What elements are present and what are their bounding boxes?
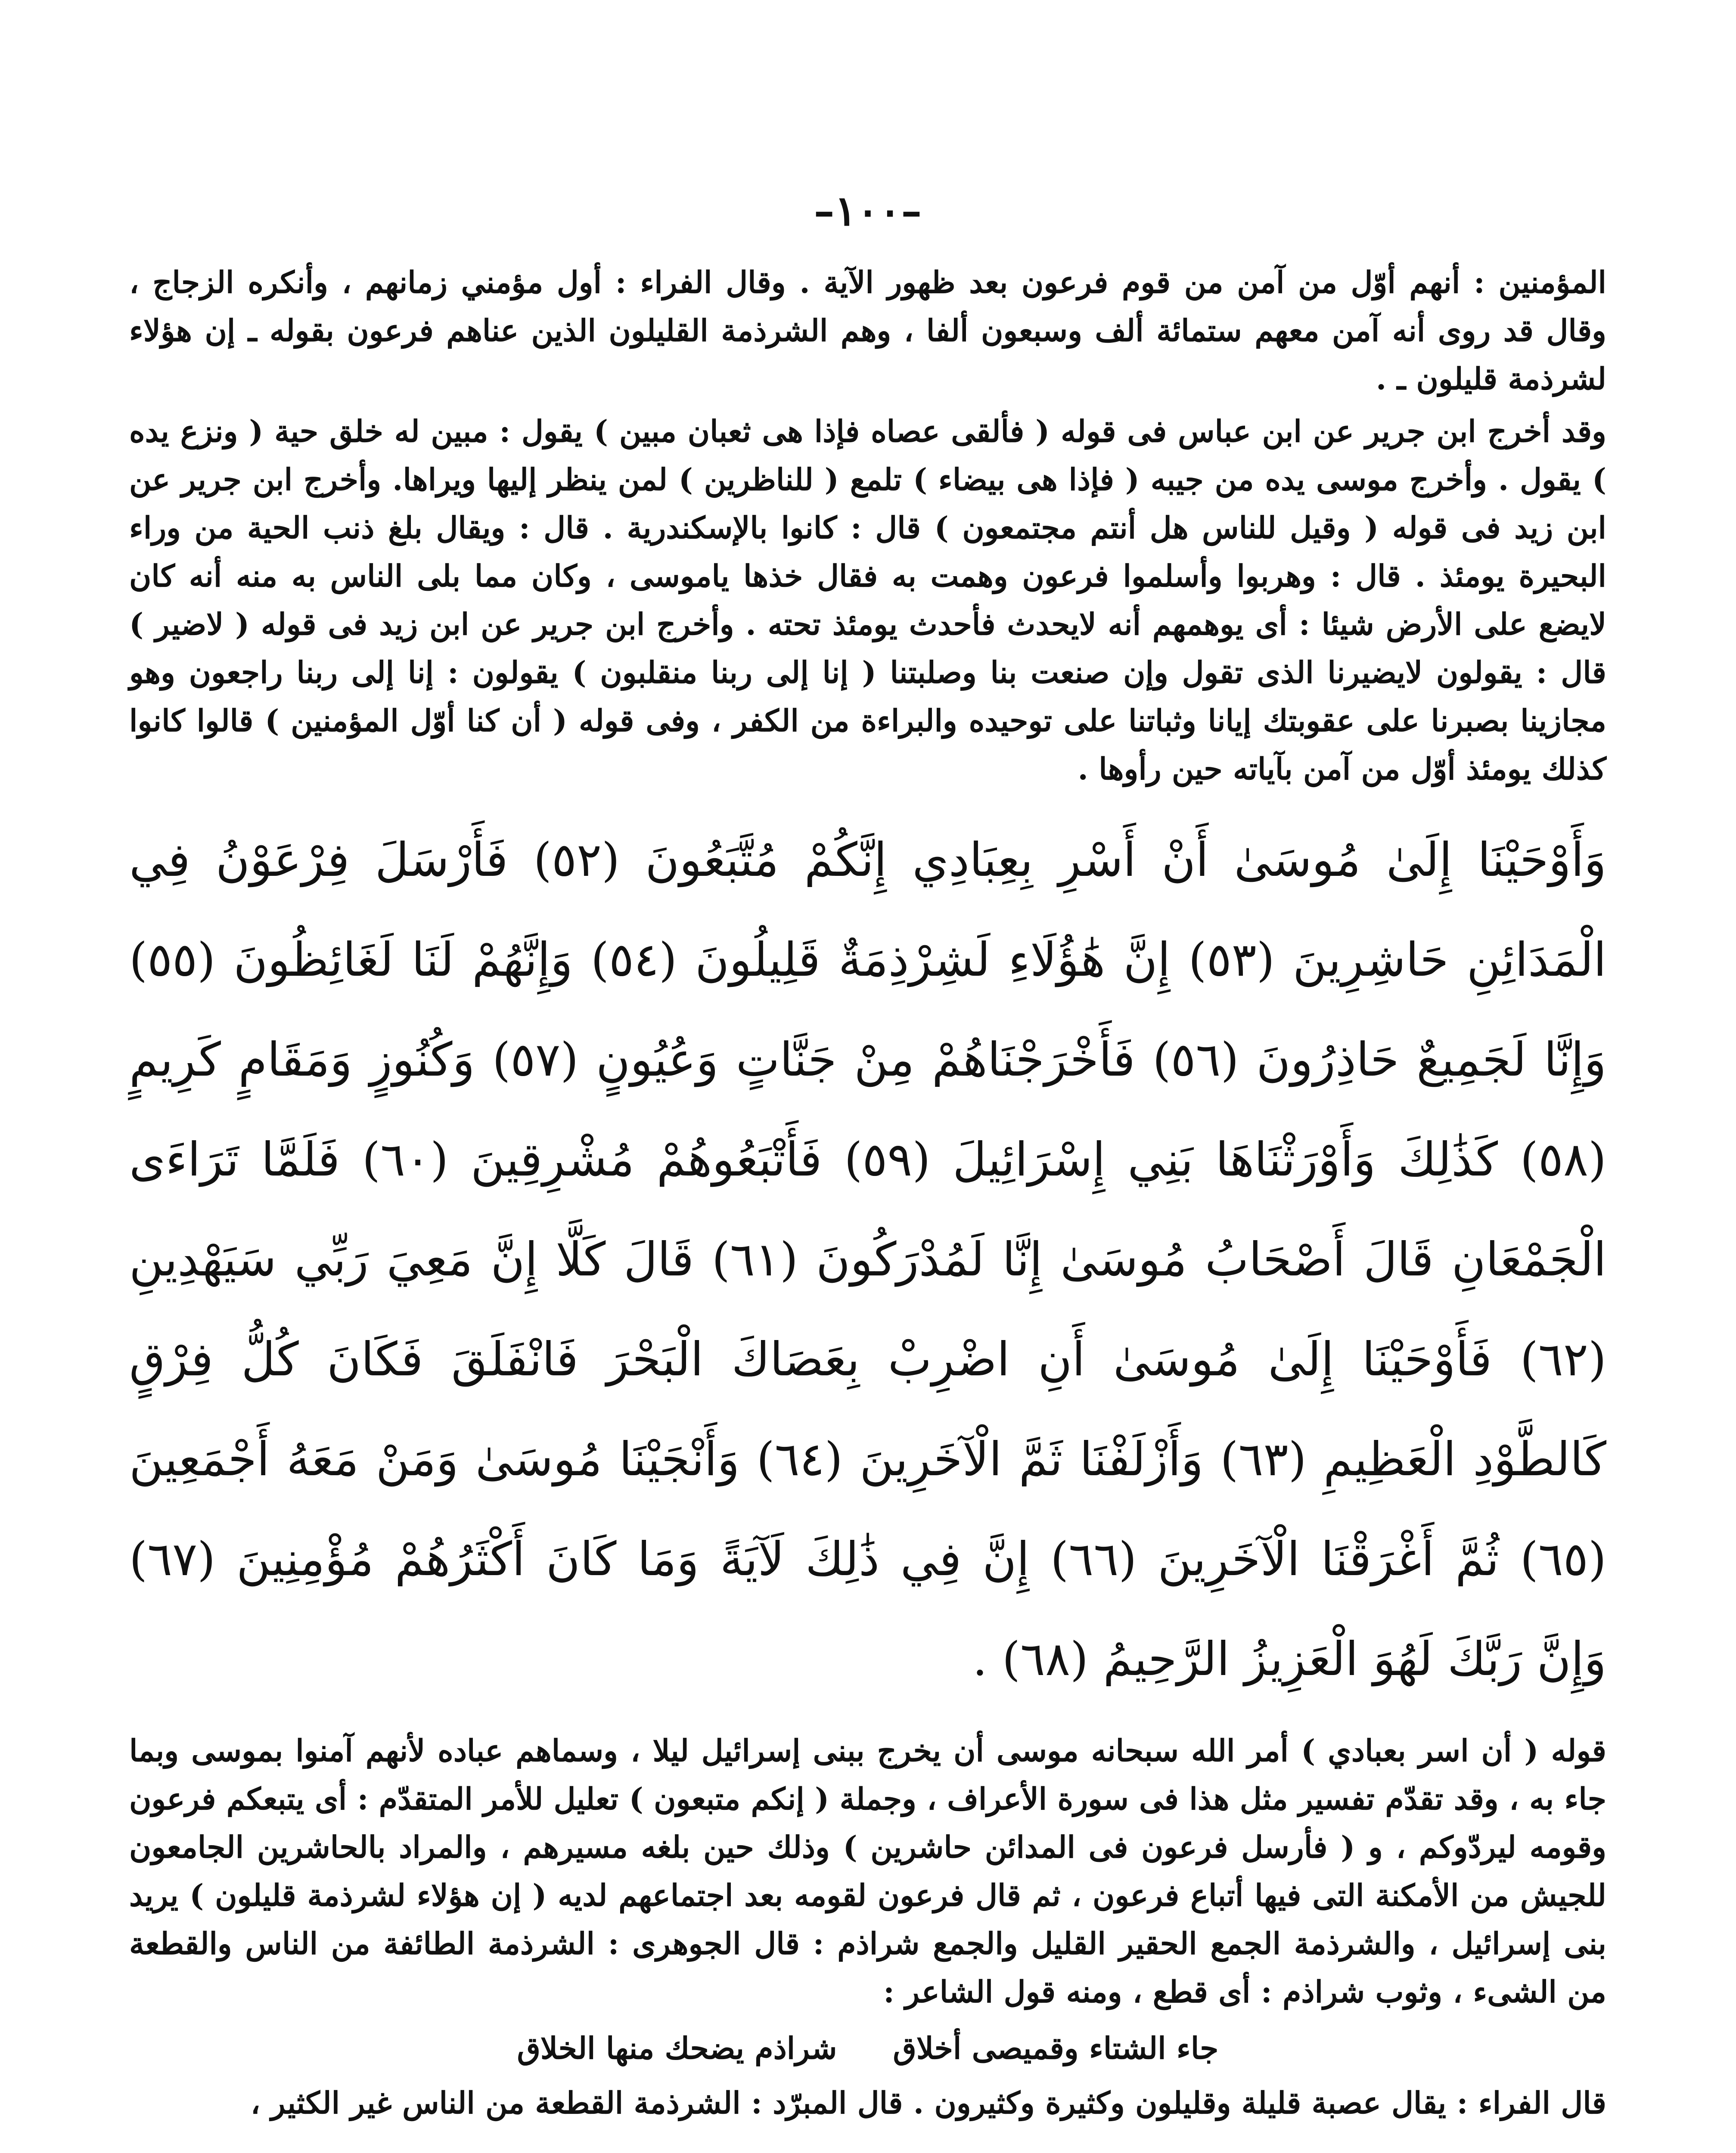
page-number: –١٠٠– (814, 186, 922, 235)
commentary-paragraph: قوله ( أن اسر بعبادي ) أمر الله سبحانه موسى أن يخرج ببنى إسرائيل ليلا ، وسماهم عباده لأنهم آمنوا بموسى وبما جاء به ، وقد تقدّم تفسير مثل هذا فى سورة الأعراف ، وجملة ( إنكم متبعون ) تعليل للأمر المتقدّم : أى يتبعكم فرعون وقومه ليردّوكم ، و ( فأرسل فرعون فى المدائن حاشرين ) وذلك حين بلغه مسيرهم ، والمراد بالحاشرين الجامعون للجيش من الأمكنة التى فيها أتباع فرعون ، ثم قال فرعون لقومه بعد اجتماعهم لديه ( إن هؤلاء لشرذمة قليلون ) يريد بنى إسرائيل ، والشرذمة الجمع الحقير القليل والجمع شراذم : قال الجوهرى : الشرذمة الطائفة من الناس والقطعة من الشىء ، وثوب شراذم : أى قطع ، ومنه قول الشاعر : (129, 1733, 1606, 2010)
commentary-paragraph: وقد أخرج ابن جرير عن ابن عباس فى قوله ( فألقى عصاه فإذا هى ثعبان مبين ) يقول : مبين له خلق حية ( ونزع يده ) يقول . وأخرج موسى يده من جيبه ( فإذا هى بيضاء ) تلمع ( للناظرين ) لمن ينظر إليها ويراها. وأخرج ابن جرير عن ابن زيد فى قوله ( وقيل للناس هل أنتم مجتمعون ) قال : كانوا بالإسكندرية . قال : ويقال بلغ ذنب الحية من وراء البحيرة يومئذ . قال : وهربوا وأسلموا فرعون وهمت به فقال خذها ياموسى ، وكان مما بلى الناس به منه أنه كان لايضع على الأرض شيئا : أى يوهمهم أنه لايحدث فأحدث يومئذ تحته . وأخرج ابن جرير عن ابن زيد فى قوله ( لاضير ) قال : يقولون لايضيرنا الذى تقول وإن صنعت بنا وصلبتنا ( إنا إلى ربنا منقلبون ) يقولون : إنا إلى ربنا راجعون وهو مجازينا بصبرنا على عقوبتك إيانا وثباتنا على توحيده والبراءة من الكفر ، وفى قوله ( أن كنا أوّل المؤمنين ) قالوا كانوا كذلك يومئذ أوّل من آمن بآياته حين رأوها . (129, 413, 1606, 787)
commentary-top (129, 258, 1606, 793)
commentary-bottom (129, 1727, 1606, 2016)
commentary-paragraph: المؤمنين : أنهم أوّل من آمن من قوم فرعون بعد ظهور الآية . وقال الفراء : أول مؤمني زمانهم ، وأنكره الزجاج ، وقال قد روى أنه آمن معهم ستمائة ألف وسبعون ألفا ، وهم الشرذمة القليلون الذين عناهم فرعون بقوله ـ إن هؤلاء لشرذمة قليلون ـ . (129, 264, 1606, 397)
poem-verse (129, 2020, 1606, 2076)
document-page (129, 181, 1606, 2153)
commentary-last-line: قال الفراء : يقال عصبة قليلة وقليلون وكثيرة وكثيرون . قال المبرّد : الشرذمة القطعة من الناس غير الكثير ، (250, 2085, 1606, 2121)
poem-hemistich-first: جاء الشتاء وقميصى أخلاق (893, 2030, 1219, 2066)
quran-verses: وَأَوْحَيْنَا إِلَىٰ مُوسَىٰ أَنْ أَسْرِ بِعِبَادِي إِنَّكُمْ مُتَّبَعُونَ (٥٢) فَأَرْسَلَ فِرْعَوْنُ فِي الْمَدَائِنِ حَاشِرِينَ (٥٣) إِنَّ هَٰؤُلَاءِ لَشِرْذِمَةٌ قَلِيلُونَ (٥٤) وَإِنَّهُمْ لَنَا لَغَائِظُونَ (٥٥) وَإِنَّا لَجَمِيعٌ حَاذِرُونَ (٥٦) فَأَخْرَجْنَاهُمْ مِنْ جَنَّاتٍ وَعُيُونٍ (٥٧) وَكُنُوزٍ وَمَقَامٍ كَرِيمٍ (٥٨) كَذَٰلِكَ وَأَوْرَثْنَاهَا بَنِي إِسْرَائِيلَ (٥٩) فَأَتْبَعُوهُمْ مُشْرِقِينَ (٦٠) فَلَمَّا تَرَاءَى الْجَمْعَانِ قَالَ أَصْحَابُ مُوسَىٰ إِنَّا لَمُدْرَكُونَ (٦١) قَالَ كَلَّا إِنَّ مَعِيَ رَبِّي سَيَهْدِينِ (٦٢) فَأَوْحَيْنَا إِلَىٰ مُوسَىٰ أَنِ اضْرِبْ بِعَصَاكَ الْبَحْرَ فَانْفَلَقَ فَكَانَ كُلُّ فِرْقٍ كَالطَّوْدِ الْعَظِيمِ (٦٣) وَأَزْلَفْنَا ثَمَّ الْآخَرِينَ (٦٤) وَأَنْجَيْنَا مُوسَىٰ وَمَنْ مَعَهُ أَجْمَعِينَ (٦٥) ثُمَّ أَغْرَقْنَا الْآخَرِينَ (٦٦) إِنَّ فِي ذَٰلِكَ لَآيَةً وَمَا كَانَ أَكْثَرُهُمْ مُؤْمِنِينَ (٦٧) وَإِنَّ رَبَّكَ لَهُوَ الْعَزِيزُ الرَّحِيمُ (٦٨) . (129, 833, 1606, 1686)
poem-hemistich-second: شراذم يضحك منها الخلاق (517, 2030, 837, 2066)
